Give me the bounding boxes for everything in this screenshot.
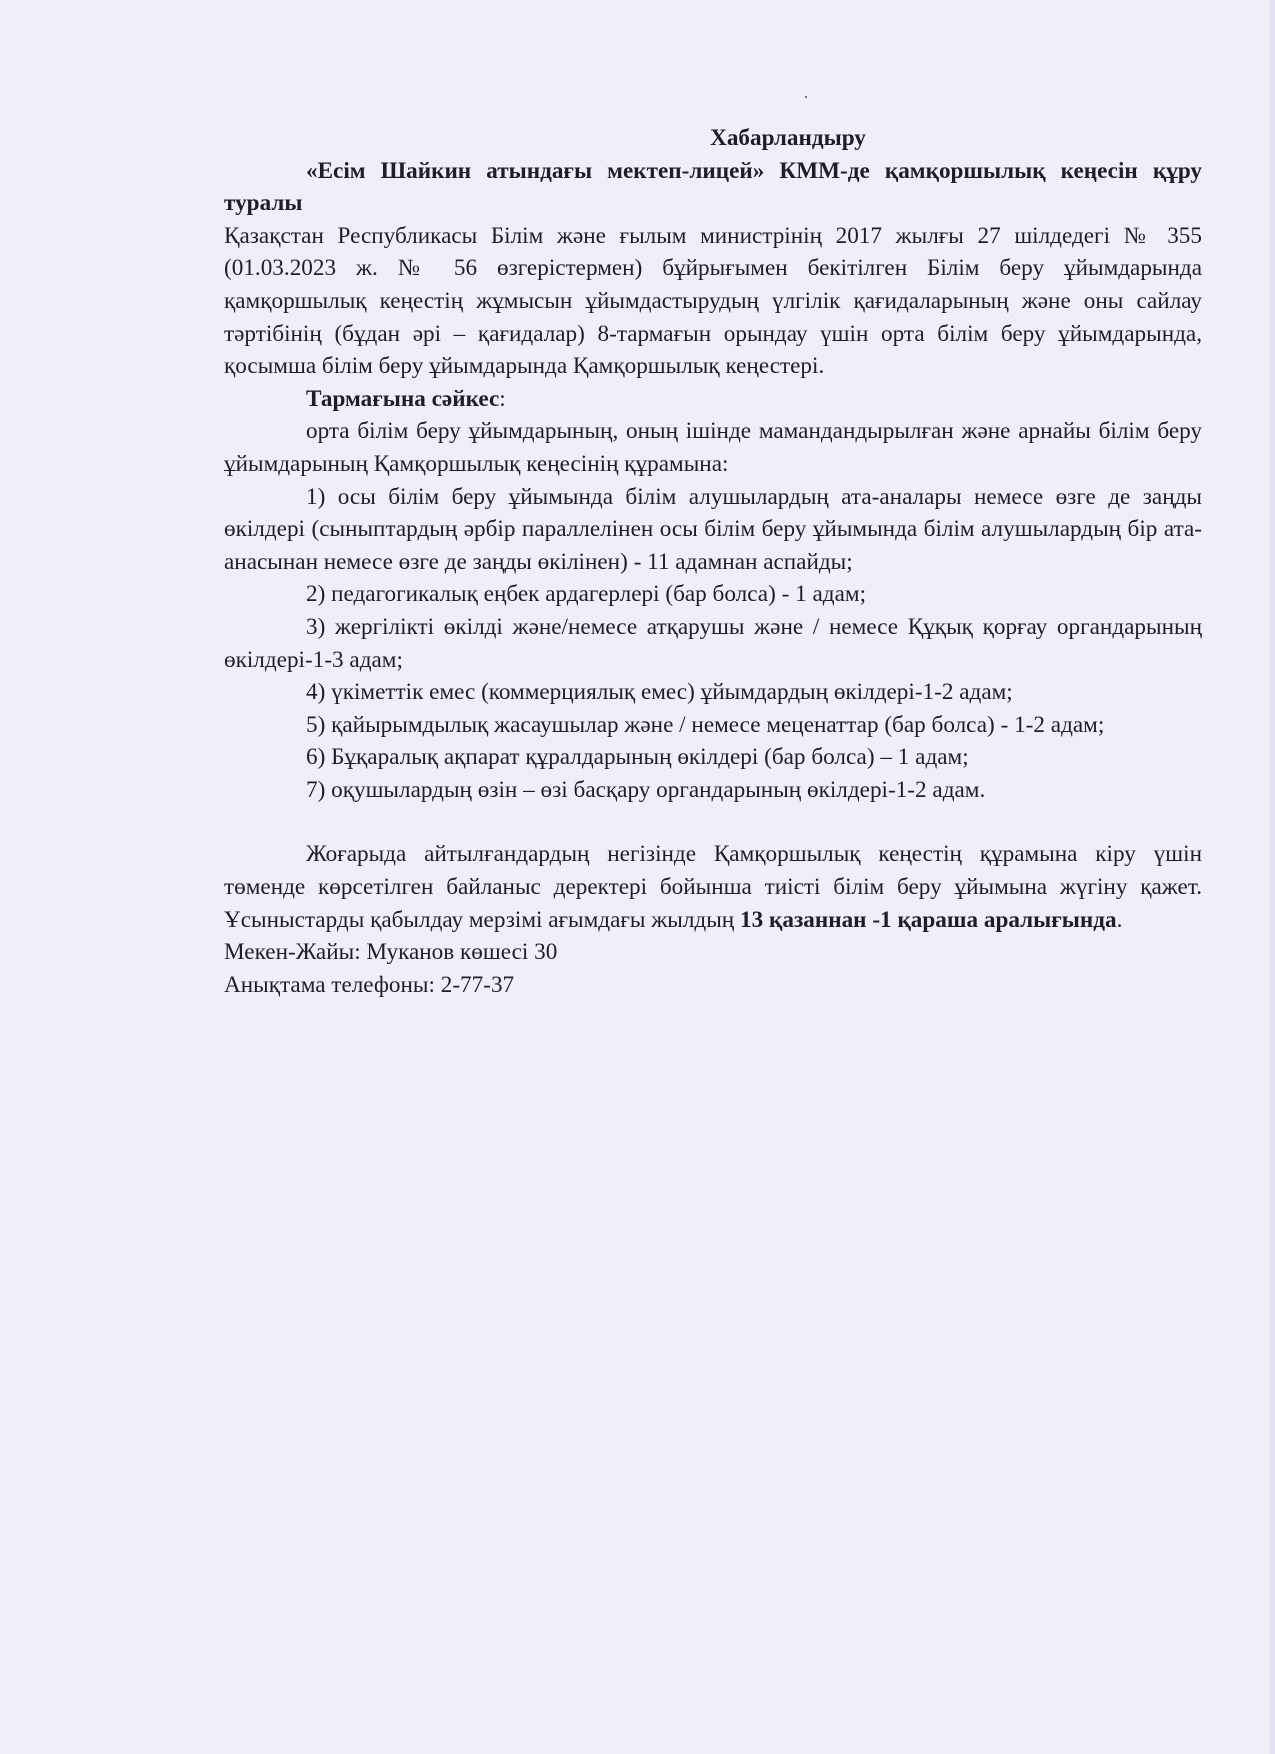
scan-speck (805, 96, 807, 98)
closing-end: . (1116, 906, 1123, 933)
list-item-3: 3) жергілікті өкілді және/немесе атқарушы және / немесе Құқық қорғау органдарының өкілдері-1-3 адам; (224, 613, 1202, 673)
clause-heading-line (224, 383, 1202, 416)
list-item-2: 2) педагогикалық еңбек ардагерлері (бар болса) - 1 адам; (306, 581, 867, 608)
address-line: Мекен-Жайы: Муканов көшесі 30 (224, 939, 558, 966)
clause-heading: Тармағына сәйкес (306, 385, 500, 412)
list-item-4: 4) үкіметтік емес (коммерциялық емес) ұйымдардың өкілдері-1-2 адам; (306, 679, 1013, 706)
paragraph-gap (224, 806, 1202, 838)
scan-edge (1269, 0, 1275, 1754)
list-item-5: 5) қайырымдылық жасаушылар және / немесе меценаттар (бар болса) - 1-2 адам; (306, 711, 1105, 738)
document-page (224, 122, 1202, 1001)
document-title: Хабарландыру (710, 125, 866, 151)
list-item-6: 6) Бұқаралық ақпарат құралдарының өкілдері (бар болса) – 1 адам; (306, 744, 969, 771)
list-item-1: 1) осы білім беру ұйымында білім алушылардың ата-аналары немесе өзге де заңды өкілдері (сыныптардың әрбір параллелінен осы білім беру ұйымында білім алушылардың бір ата-анасынан немесе өзге де заңды өкілінен) - 11 адамнан аспайды; (224, 483, 1202, 575)
composition-intro: орта білім беру ұйымдарының, оның ішінде мамандандырылған және арнайы білім беру ұйымдарының Қамқоршылық кеңесінің құрамына: (224, 418, 1202, 477)
document-subtitle: «Есім Шайкин атындағы мектеп-лицей» КММ-де қамқоршылық кеңесін құру туралы (224, 157, 1202, 217)
submission-period: 13 қазаннан -1 қараша аралығында (740, 906, 1117, 933)
closing-text: Жоғарыда айтылғандардың негізінде Қамқоршылық кеңестің құрамына кіру үшін төменде көрсетілген байланыс деректері бойынша тиісті білім беру ұйымына жүгіну қажет. Ұсыныстарды қабылдау мерзімі ағымдағы жылдың (224, 841, 1202, 933)
list-item-7: 7) оқушылардың өзін – өзі басқару органдарының өкілдері-1-2 адам. (306, 776, 986, 803)
phone-line: Анықтама телефоны: 2-77-37 (224, 971, 515, 998)
clause-colon: : (499, 385, 506, 412)
closing-paragraph (224, 838, 1202, 936)
intro-paragraph: Қазақстан Республикасы Білім және ғылым министрінің 2017 жылғы 27 шілдедегі № 355 (01.03.2023 ж. № 56 өзгерістермен) бұйрығымен бекітілген Білім беру ұйымдарында қамқоршылық кеңестің жұмысын ұйымдастырудың үлгілік қағидаларының және оны сайлау тәртібінің (бұдан әрі – қағидалар) 8-тармағын орындау үшін орта білім беру ұйымдарында, қосымша білім беру ұйымдарында Қамқоршылық кеңестері. (224, 222, 1202, 380)
